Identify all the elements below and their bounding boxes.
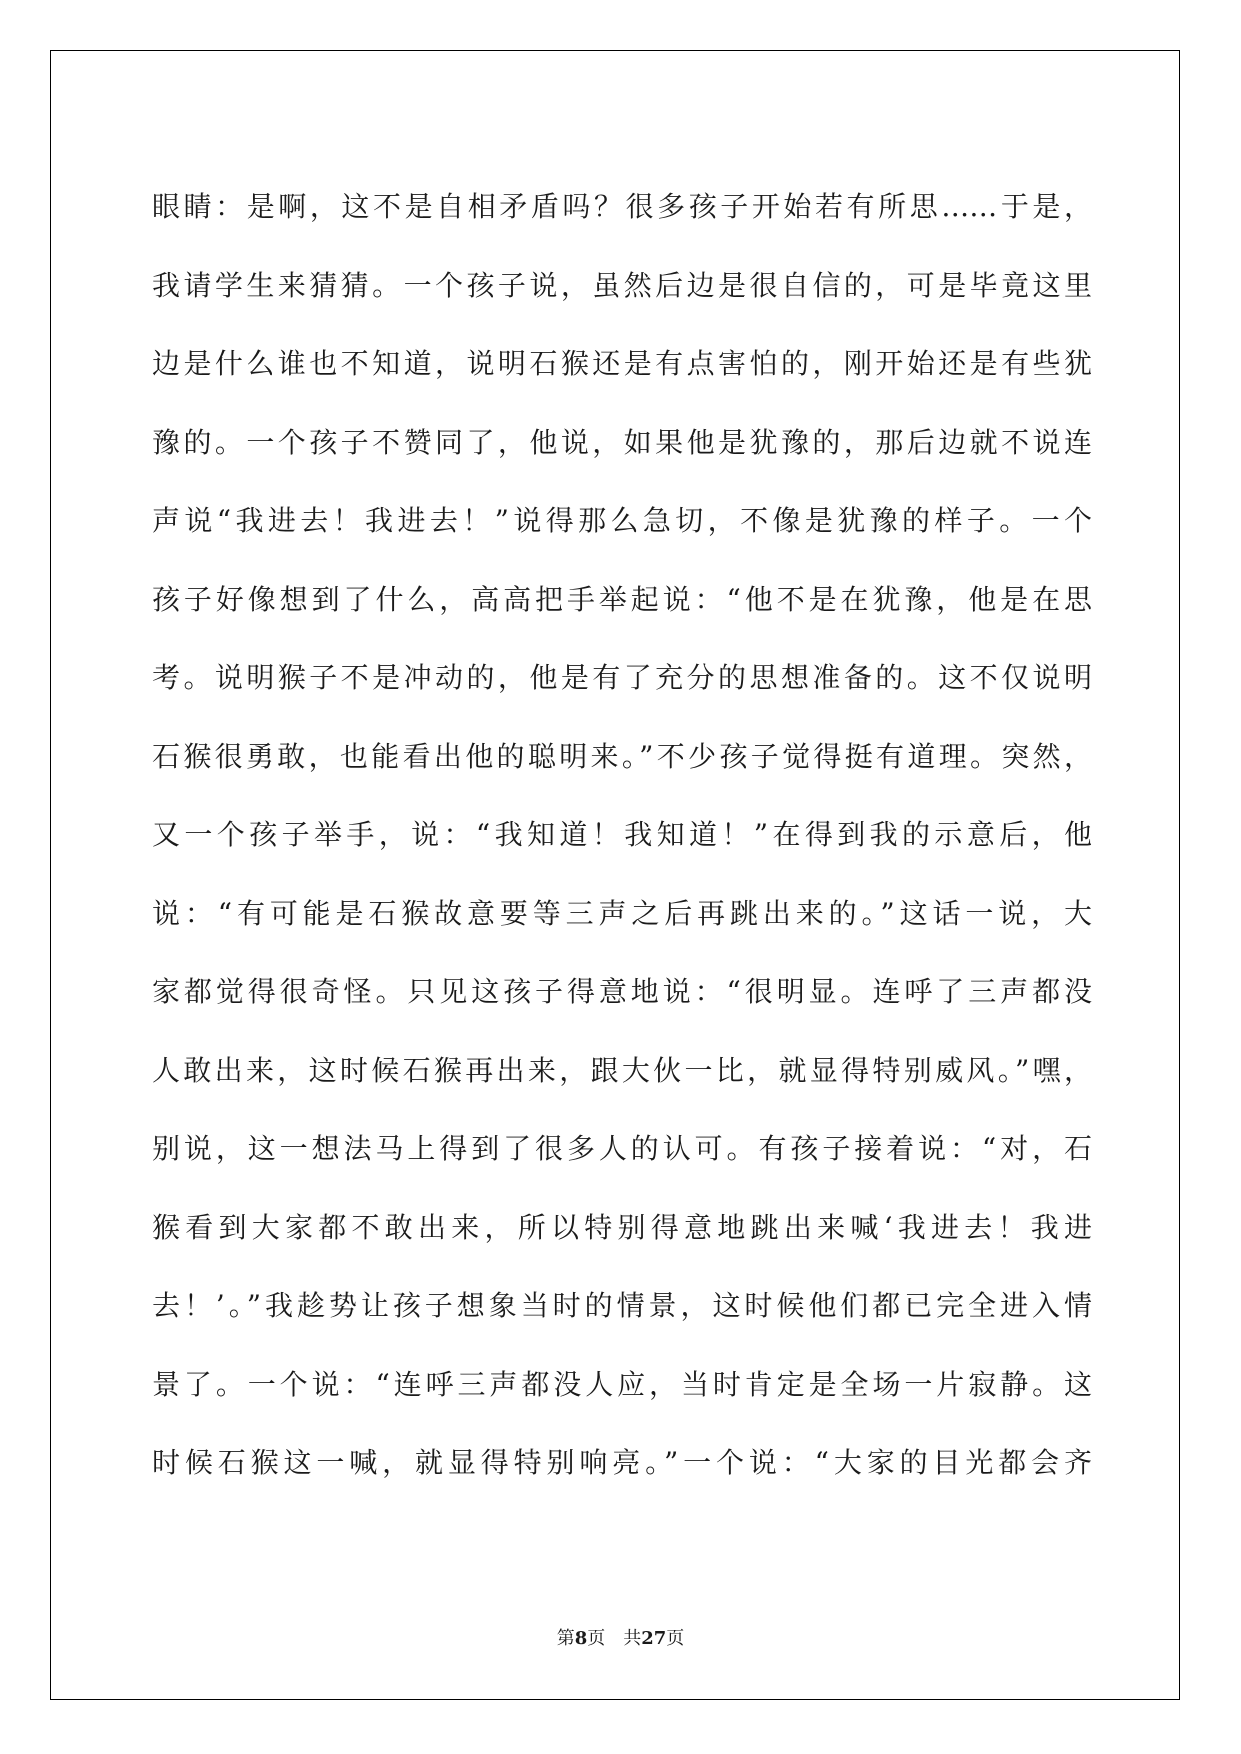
text-line: 家都觉得很奇怪。只见这孩子得意地说：“很明显。连呼了三声都没 bbox=[152, 975, 1092, 1008]
text-line: 猴看到大家都不敢出来，所以特别得意地跳出来喊‘我进去！我进 bbox=[152, 1210, 1092, 1244]
page-footer bbox=[0, 1624, 1241, 1650]
text-line: 去！’。”我趁势让孩子想象当时的情景，这时候他们都已完全进入情 bbox=[152, 1289, 1092, 1322]
page-current: 8 bbox=[574, 1628, 588, 1649]
text-line: 人敢出来，这时候石猴再出来，跟大伙一比，就显得特别威风。”嘿， bbox=[152, 1053, 1092, 1087]
text-line: 别说，这一想法马上得到了很多人的认可。有孩子接着说：“对，石 bbox=[152, 1132, 1092, 1165]
text-line: 又一个孩子举手，说：“我知道！我知道！”在得到我的示意后，他 bbox=[152, 818, 1092, 851]
text-line: 孩子好像想到了什么，高高把手举起说：“他不是在犹豫，他是在思 bbox=[152, 582, 1092, 616]
page-total: 27 bbox=[641, 1628, 667, 1649]
text-line: 豫的。一个孩子不赞同了，他说，如果他是犹豫的，那后边就不说连 bbox=[152, 425, 1092, 459]
text-line: 我请学生来猜猜。一个孩子说，虽然后边是很自信的，可是毕竟这里 bbox=[152, 268, 1092, 302]
text-line: 眼睛：是啊，这不是自相矛盾吗？很多孩子开始若有所思……于是， bbox=[152, 190, 1092, 223]
text-line: 边是什么谁也不知道，说明石猴还是有点害怕的，刚开始还是有些犹 bbox=[152, 347, 1092, 380]
page-prefix: 第 bbox=[556, 1628, 575, 1649]
text-line: 景了。一个说：“连呼三声都没人应，当时肯定是全场一片寂静。这 bbox=[152, 1367, 1092, 1401]
text-line: 声说“我进去！我进去！”说得那么急切，不像是犹豫的样子。一个 bbox=[152, 504, 1092, 537]
total-prefix: 共 bbox=[623, 1628, 642, 1649]
text-line: 石猴很勇敢，也能看出他的聪明来。”不少孩子觉得挺有道理。突然， bbox=[152, 739, 1092, 773]
total-unit: 页 bbox=[666, 1628, 685, 1649]
text-line: 说：“有可能是石猴故意要等三声之后再跳出来的。”这话一说，大 bbox=[152, 896, 1092, 930]
page-unit: 页 bbox=[587, 1628, 606, 1649]
document-body bbox=[152, 168, 1092, 1503]
text-line: 时候石猴这一喊，就显得特别响亮。”一个说：“大家的目光都会齐 bbox=[152, 1446, 1092, 1479]
text-line: 考。说明猴子不是冲动的，他是有了充分的思想准备的。这不仅说明 bbox=[152, 661, 1092, 694]
